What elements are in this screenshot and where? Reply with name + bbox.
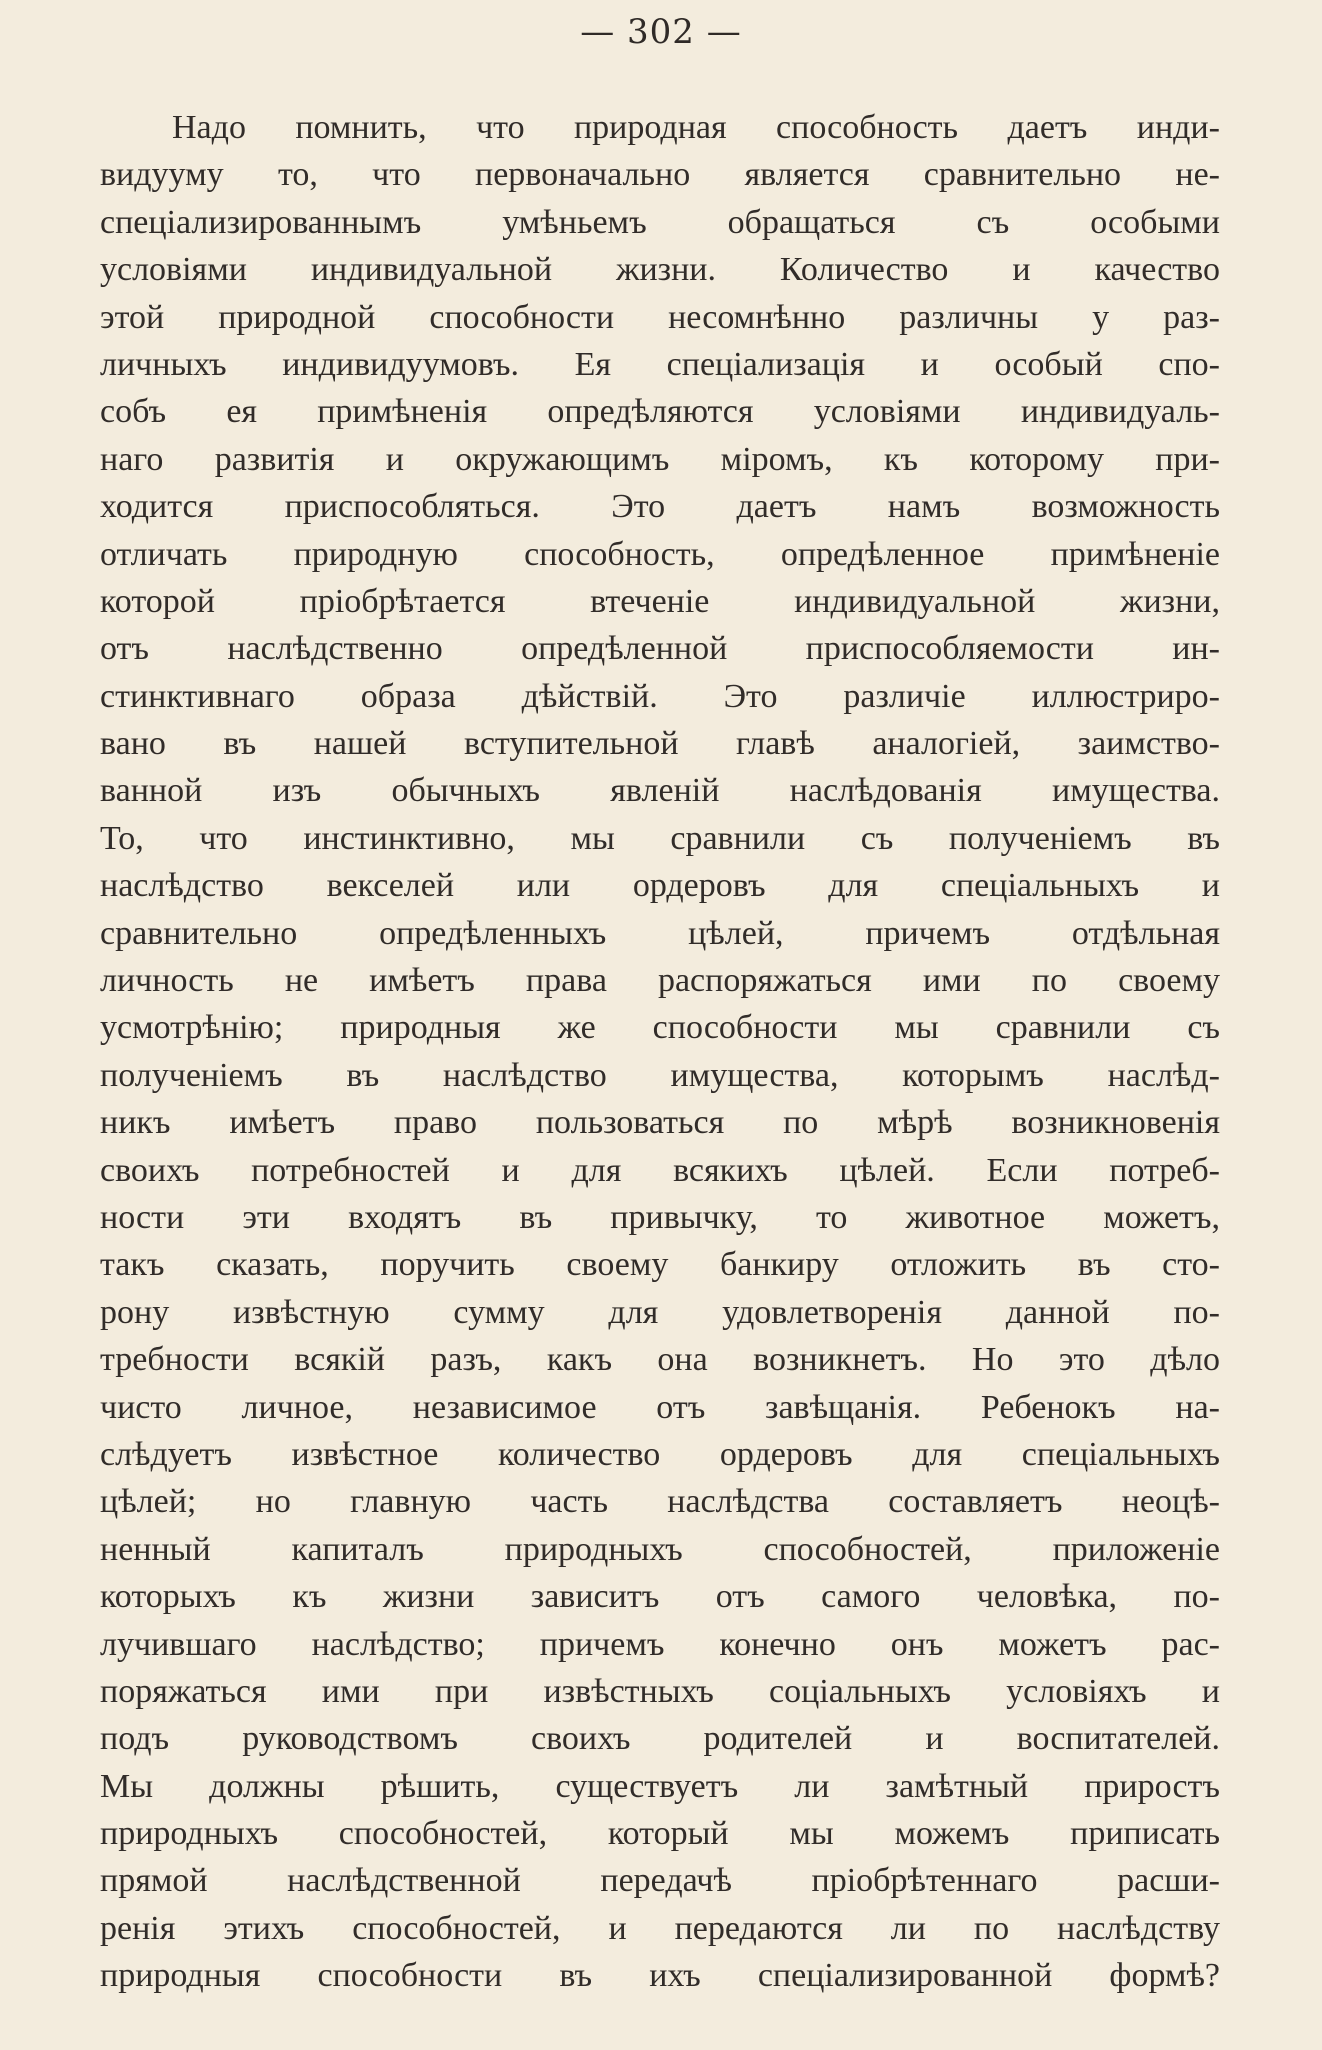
- text-line: отличать природную способность, опредѣленное примѣненіе: [100, 535, 1220, 573]
- body-text: [100, 104, 1220, 2000]
- text-line: никъ имѣетъ право пользоваться по мѣрѣ возникновенія: [100, 1104, 1220, 1142]
- text-line: цѣлей; но главную часть наслѣдства составляетъ неоцѣ-: [100, 1483, 1220, 1521]
- text-line: спеціализированнымъ умѣньемъ обращаться съ особыми: [100, 203, 1220, 241]
- text-line: чисто личное, независимое отъ завѣщанія. Ребенокъ на-: [100, 1388, 1220, 1426]
- text-line: ренія этихъ способностей, и передаются ли по наслѣдству: [100, 1909, 1220, 1947]
- text-line: наслѣдство векселей или ордеровъ для спеціальныхъ и: [100, 867, 1220, 905]
- text-line: наго развитія и окружающимъ міромъ, къ которому при-: [100, 440, 1220, 478]
- text-line: лучившаго наслѣдство; причемъ конечно онъ можетъ рас-: [100, 1625, 1220, 1663]
- text-line: подъ руководствомъ своихъ родителей и воспитателей.: [100, 1720, 1220, 1758]
- text-line: которой пріобрѣтается втеченіе индивидуальной жизни,: [100, 582, 1220, 620]
- text-line: своихъ потребностей и для всякихъ цѣлей. Если потреб-: [100, 1151, 1220, 1189]
- text-line: Мы должны рѣшить, существуетъ ли замѣтный приростъ: [100, 1767, 1220, 1805]
- text-line: поряжаться ими при извѣстныхъ соціальныхъ условіяхъ и: [100, 1672, 1220, 1710]
- text-line: рону извѣстную сумму для удовлетворенія данной по-: [100, 1293, 1220, 1331]
- text-line: ходится приспособляться. Это даетъ намъ возможность: [100, 488, 1220, 526]
- text-line: личныхъ индивидуумовъ. Ея спеціализація и особый спо-: [100, 345, 1220, 383]
- text-line: личность не имѣетъ права распоряжаться ими по своему: [100, 962, 1220, 1000]
- text-line: ности эти входятъ въ привычку, то животное можетъ,: [100, 1198, 1220, 1236]
- text-line: То, что инстинктивно, мы сравнили съ полученіемъ въ: [100, 819, 1220, 857]
- text-line: природныя способности въ ихъ спеціализированной формѣ?: [100, 1957, 1220, 1995]
- text-line: ненный капиталъ природныхъ способностей, приложеніе: [100, 1530, 1220, 1568]
- text-line: требности всякій разъ, какъ она возникнетъ. Но это дѣло: [100, 1341, 1220, 1379]
- text-line: слѣдуетъ извѣстное количество ордеровъ для спеціальныхъ: [100, 1435, 1220, 1473]
- text-line: усмотрѣнію; природныя же способности мы сравнили съ: [100, 1009, 1220, 1047]
- page-number: — 302 —: [580, 12, 742, 52]
- text-line: ванной изъ обычныхъ явленій наслѣдованія имущества.: [100, 772, 1220, 810]
- text-line: прямой наслѣдственной передачѣ пріобрѣтеннаго расши-: [100, 1862, 1220, 1900]
- text-line: этой природной способности несомнѣнно различны у раз-: [100, 298, 1220, 336]
- text-line: стинктивнаго образа дѣйствій. Это различіе иллюстриро-: [100, 677, 1220, 715]
- text-line: сравнительно опредѣленныхъ цѣлей, причемъ отдѣльная: [100, 914, 1220, 952]
- text-line: которыхъ къ жизни зависитъ отъ самого человѣка, по-: [100, 1578, 1220, 1616]
- text-line: видууму то, что первоначально является сравнительно не-: [100, 156, 1220, 194]
- text-line: Надо помнить, что природная способность даетъ инди-: [172, 109, 1220, 146]
- text-line: отъ наслѣдственно опредѣленной приспособляемости ин-: [100, 630, 1220, 668]
- text-line: вано въ нашей вступительной главѣ аналогіей, заимство-: [100, 725, 1220, 763]
- text-line: собъ ея примѣненія опредѣляются условіями индивидуаль-: [100, 393, 1220, 431]
- text-line: такъ сказать, поручить своему банкиру отложить въ сто-: [100, 1246, 1220, 1284]
- text-line: природныхъ способностей, который мы можемъ приписать: [100, 1815, 1220, 1853]
- text-line: полученіемъ въ наслѣдство имущества, которымъ наслѣд-: [100, 1056, 1220, 1094]
- text-line: условіями индивидуальной жизни. Количество и качество: [100, 251, 1220, 289]
